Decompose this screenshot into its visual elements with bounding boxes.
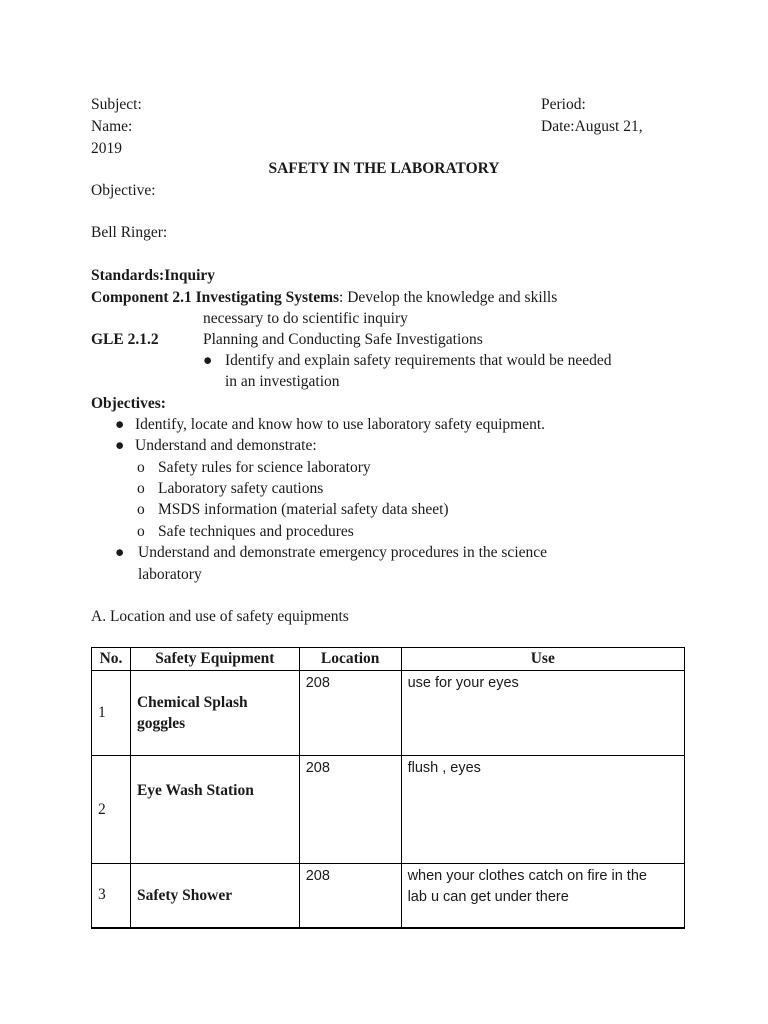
cell-equipment (130, 756, 299, 864)
objective-bullet-2-text: Understand and demonstrate: (135, 437, 317, 454)
header-no: No. (92, 648, 131, 671)
cell-no: 3 (92, 864, 131, 928)
sub-bullet-icon: o (137, 501, 145, 518)
cell-location: 208 (299, 671, 401, 756)
component-line (91, 287, 557, 308)
bullet-icon: ● (115, 437, 125, 454)
objectives-label: Objectives: (91, 395, 166, 412)
cell-use (401, 671, 684, 756)
period-label: Period: (541, 96, 586, 113)
equipment-line-1: Chemical Splash (136, 694, 248, 711)
objective-bullet-3-text-1: Understand and demonstrate emergency procedures in the science (138, 544, 548, 561)
year-text: 2019 (91, 140, 122, 157)
cell-location: 208 (299, 756, 401, 864)
gle-bullet-text-1: Identify and explain safety requirements that would be needed (225, 352, 612, 369)
sub-item-4-text: Safe techniques and procedures (158, 523, 354, 540)
use-line-1: when your clothes catch on fire in the (407, 868, 647, 884)
bullet-icon: ● (115, 416, 125, 433)
objective-label: Objective: (91, 182, 156, 199)
sub-bullet-icon: o (137, 459, 145, 476)
component-title: Component 2.1 Investigating Systems (91, 289, 340, 306)
sub-bullet-icon: o (137, 480, 145, 497)
gle-label: GLE 2.1.2 (91, 331, 159, 348)
cell-use (401, 756, 684, 864)
sub-item-1-text: Safety rules for science laboratory (158, 459, 371, 476)
name-label: Name: (91, 118, 133, 135)
objective-bullet-1-text: Identify, locate and know how to use laboratory safety equipment. (135, 416, 546, 433)
table-header-row (92, 648, 685, 671)
cell-equipment (130, 671, 299, 756)
equipment-line-2: goggles (136, 715, 186, 732)
equipment-line-1: Safety Shower (136, 886, 233, 904)
table-row (92, 671, 685, 756)
gle-text: Planning and Conducting Safe Investigations (203, 331, 483, 348)
section-a-heading: A. Location and use of safety equipments (91, 608, 349, 625)
component-text-cont: necessary to do scientific inquiry (203, 310, 408, 327)
equipment-line-1: Eye Wash Station (136, 782, 254, 799)
use-line-1: flush , eyes (407, 760, 481, 776)
cell-no: 2 (92, 756, 131, 864)
use-line-1: use for your eyes (407, 675, 519, 691)
page-title: SAFETY IN THE LABORATORY (268, 160, 500, 177)
cell-no: 1 (92, 671, 131, 756)
objective-bullet-3-text-2: laboratory (138, 566, 202, 583)
gle-bullet-text-2: in an investigation (225, 373, 340, 390)
bullet-icon: ● (203, 352, 213, 369)
subject-label: Subject: (91, 96, 142, 113)
standards-label: Standards:Inquiry (91, 267, 216, 284)
table-row (92, 756, 685, 864)
date-label: Date:August 21, (541, 118, 643, 135)
sub-item-2-text: Laboratory safety cautions (158, 480, 324, 497)
header-use: Use (401, 648, 684, 671)
sub-bullet-icon: o (137, 523, 145, 540)
use-line-2: lab u can get under there (407, 889, 569, 905)
table-row (92, 864, 685, 928)
bell-ringer-label: Bell Ringer: (91, 224, 168, 241)
bullet-icon: ● (115, 544, 125, 561)
header-location: Location (299, 648, 401, 671)
header-safety-equipment: Safety Equipment (130, 648, 299, 671)
cell-location: 208 (299, 864, 401, 928)
cell-use (401, 864, 684, 928)
component-text: : Develop the knowledge and skills (339, 289, 558, 306)
safety-equipment-table (91, 647, 685, 929)
cell-equipment (130, 864, 299, 928)
sub-item-3-text: MSDS information (material safety data sheet) (158, 501, 449, 518)
